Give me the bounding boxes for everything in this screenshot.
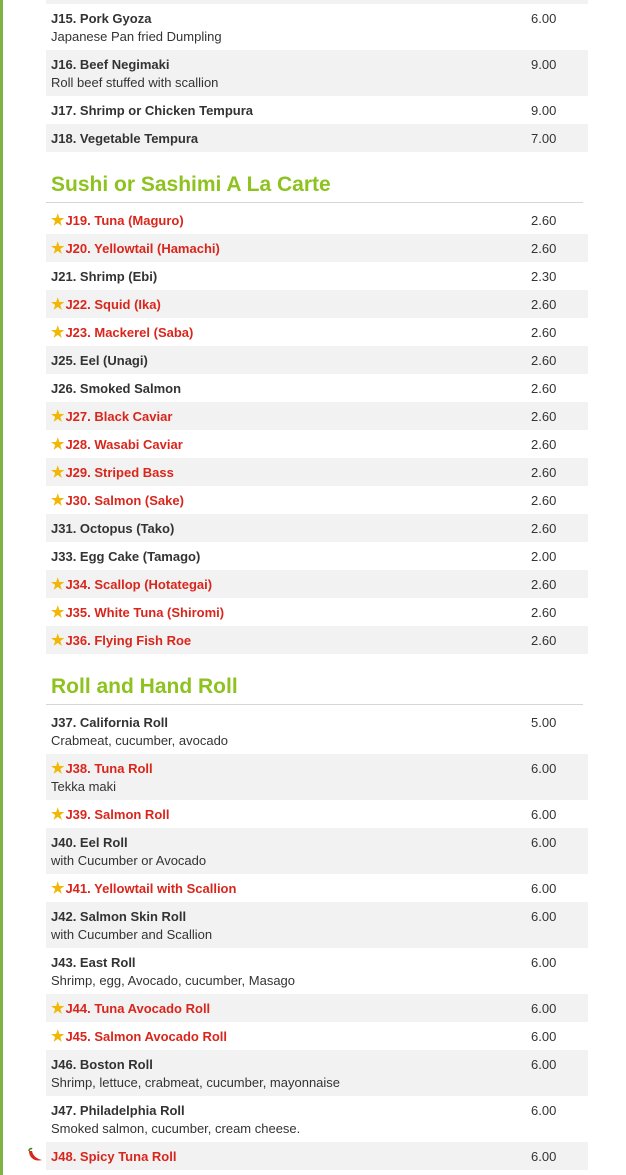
item-price: 2.60	[531, 437, 557, 452]
item-name-wrap	[51, 761, 153, 776]
item-price: 6.00	[531, 761, 557, 776]
item-name: J30. Salmon (Sake)	[65, 493, 184, 508]
star-icon: ★	[51, 1000, 65, 1017]
item-name: J45. Salmon Avocado Roll	[65, 1029, 228, 1044]
star-icon: ★	[51, 1028, 65, 1045]
item-name: J39. Salmon Roll	[65, 807, 170, 822]
item-price: 9.00	[531, 103, 557, 118]
menu-item-j47[interactable]	[46, 1096, 588, 1142]
menu-item-j36[interactable]	[46, 626, 588, 654]
item-price: 2.60	[531, 325, 557, 340]
item-price: 2.60	[531, 353, 557, 368]
star-icon: ★	[51, 632, 65, 649]
item-price: 2.60	[531, 409, 557, 424]
menu-item-j35[interactable]	[46, 598, 588, 626]
item-name-wrap	[51, 325, 193, 340]
item-name: J34. Scallop (Hotategai)	[65, 577, 213, 592]
star-icon: ★	[51, 880, 65, 897]
item-name-wrap	[51, 493, 184, 508]
item-name: J31. Octopus (Tako)	[51, 521, 175, 536]
menu-item-j34[interactable]	[46, 570, 588, 598]
item-name: J22. Squid (Ika)	[65, 297, 161, 312]
item-price: 2.60	[531, 605, 557, 620]
item-description: Shrimp, lettuce, crabmeat, cucumber, mayonnaise	[51, 1075, 341, 1090]
item-description: with Cucumber or Avocado	[51, 853, 207, 868]
item-description: Smoked salmon, cucumber, cream cheese.	[51, 1121, 301, 1136]
star-icon: ★	[51, 436, 65, 453]
item-name-wrap	[51, 1001, 210, 1016]
menu-item-j33[interactable]	[46, 542, 588, 570]
item-name: J16. Beef Negimaki	[51, 57, 170, 72]
item-name-wrap	[51, 437, 183, 452]
item-price: 2.60	[531, 577, 557, 592]
star-icon: ★	[51, 760, 65, 777]
menu-item-j37[interactable]	[46, 708, 588, 754]
item-name: J19. Tuna (Maguro)	[65, 213, 184, 228]
item-price: 2.60	[531, 465, 557, 480]
item-name: J41. Yellowtail with Scallion	[65, 881, 237, 896]
item-price: 2.60	[531, 381, 557, 396]
menu-item-j22[interactable]	[46, 290, 588, 318]
star-icon: ★	[51, 324, 65, 341]
item-description: Roll beef stuffed with scallion	[51, 75, 219, 90]
item-description: Japanese Pan fried Dumpling	[51, 29, 222, 44]
item-price: 6.00	[531, 11, 557, 26]
item-name: J28. Wasabi Caviar	[65, 437, 183, 452]
item-price: 6.00	[531, 1001, 557, 1016]
section-header-sushi	[46, 152, 583, 203]
star-icon: ★	[51, 240, 65, 257]
item-price: 2.60	[531, 241, 557, 256]
item-name-wrap	[51, 605, 224, 620]
item-price: 9.00	[531, 57, 557, 72]
menu-item-j21[interactable]	[46, 262, 588, 290]
menu-item-j18[interactable]	[46, 124, 588, 152]
star-icon: ★	[51, 464, 65, 481]
star-icon: ★	[51, 212, 65, 229]
item-name-wrap	[51, 577, 212, 592]
item-name: J37. California Roll	[51, 715, 169, 730]
menu-item-j26[interactable]	[46, 374, 588, 402]
star-icon: ★	[51, 492, 65, 509]
menu-item-j29[interactable]	[46, 458, 588, 486]
item-price: 2.60	[531, 213, 557, 228]
menu-item-j40[interactable]	[46, 828, 588, 874]
item-name: J36. Flying Fish Roe	[65, 633, 192, 648]
star-icon: ★	[51, 296, 65, 313]
item-price: 6.00	[531, 881, 557, 896]
item-name: J17. Shrimp or Chicken Tempura	[51, 103, 254, 118]
item-price: 2.00	[531, 549, 557, 564]
menu-item-j27[interactable]	[46, 402, 588, 430]
menu-item-j31[interactable]	[46, 514, 588, 542]
item-name-wrap	[51, 409, 172, 424]
item-price: 2.60	[531, 493, 557, 508]
item-name: J18. Vegetable Tempura	[51, 131, 199, 146]
menu-item-j45[interactable]	[46, 1022, 588, 1050]
item-name: J29. Striped Bass	[65, 465, 174, 480]
item-name: J33. Egg Cake (Tamago)	[51, 549, 201, 564]
chili-pepper-icon	[26, 1147, 44, 1163]
item-price: 6.00	[531, 835, 557, 850]
item-description: with Cucumber and Scallion	[51, 927, 213, 942]
item-name: J20. Yellowtail (Hamachi)	[65, 241, 220, 256]
item-price: 2.60	[531, 521, 557, 536]
item-description: Shrimp, egg, Avocado, cucumber, Masago	[51, 973, 296, 988]
item-name: J47. Philadelphia Roll	[51, 1103, 185, 1118]
item-name: J21. Shrimp (Ebi)	[51, 269, 158, 284]
item-price: 6.00	[531, 807, 557, 822]
item-price: 7.00	[531, 131, 557, 146]
item-name-wrap	[51, 1029, 227, 1044]
menu-item-j28[interactable]	[46, 430, 588, 458]
item-name: J40. Eel Roll	[51, 835, 128, 850]
item-price: 6.00	[531, 955, 557, 970]
item-price: 6.00	[531, 1057, 557, 1072]
item-price: 6.00	[531, 909, 557, 924]
item-name-wrap	[51, 881, 236, 896]
menu-item-j20[interactable]	[46, 234, 588, 262]
menu-item-j48[interactable]	[46, 1142, 588, 1170]
section-title: Sushi or Sashimi A La Carte	[51, 173, 331, 196]
menu-item-j39[interactable]	[46, 800, 588, 828]
item-price: 6.00	[531, 1029, 557, 1044]
item-price: 2.30	[531, 269, 557, 284]
menu-item-j46[interactable]	[46, 1050, 588, 1096]
item-name: J26. Smoked Salmon	[51, 381, 182, 396]
section-header-rolls	[46, 654, 583, 705]
item-price: 2.60	[531, 297, 557, 312]
menu-item-j23[interactable]	[46, 318, 588, 346]
item-name: J15. Pork Gyoza	[51, 11, 152, 26]
menu-item-j38[interactable]	[46, 754, 588, 800]
section-title: Roll and Hand Roll	[51, 675, 238, 698]
menu-item-j44[interactable]	[46, 994, 588, 1022]
item-name: J35. White Tuna (Shiromi)	[65, 605, 225, 620]
menu-content	[46, 0, 588, 1170]
star-icon: ★	[51, 604, 65, 621]
item-name: J25. Eel (Unagi)	[51, 353, 148, 368]
left-accent-bar	[0, 0, 3, 1175]
item-name: J27. Black Caviar	[65, 409, 173, 424]
item-name-wrap	[51, 465, 174, 480]
item-name-wrap	[51, 213, 184, 228]
menu-item-j19[interactable]	[46, 206, 588, 234]
item-name-wrap	[51, 241, 220, 256]
item-price: 5.00	[531, 715, 557, 730]
menu-item-j25[interactable]	[46, 346, 588, 374]
menu-item-j42[interactable]	[46, 902, 588, 948]
item-name-wrap	[51, 297, 161, 312]
item-name: J48. Spicy Tuna Roll	[51, 1149, 177, 1164]
item-name: J46. Boston Roll	[51, 1057, 153, 1072]
item-name: J44. Tuna Avocado Roll	[65, 1001, 211, 1016]
star-icon: ★	[51, 806, 65, 823]
item-description: Tekka maki	[51, 779, 117, 794]
item-description: Crabmeat, cucumber, avocado	[51, 733, 229, 748]
item-price: 2.60	[531, 633, 557, 648]
item-name: J23. Mackerel (Saba)	[65, 325, 194, 340]
item-price: 6.00	[531, 1103, 557, 1118]
item-name: J38. Tuna Roll	[65, 761, 153, 776]
item-name: J42. Salmon Skin Roll	[51, 909, 187, 924]
menu-item-j15[interactable]	[46, 4, 588, 50]
item-name: J43. East Roll	[51, 955, 136, 970]
menu-item-j16[interactable]	[46, 50, 588, 96]
menu-item-j41[interactable]	[46, 874, 588, 902]
item-price: 6.00	[531, 1149, 557, 1164]
item-name-wrap	[51, 633, 191, 648]
star-icon: ★	[51, 408, 65, 425]
menu-item-j17[interactable]	[46, 96, 588, 124]
star-icon: ★	[51, 576, 65, 593]
item-name-wrap	[51, 807, 170, 822]
menu-item-j30[interactable]	[46, 486, 588, 514]
menu-item-j43[interactable]	[46, 948, 588, 994]
